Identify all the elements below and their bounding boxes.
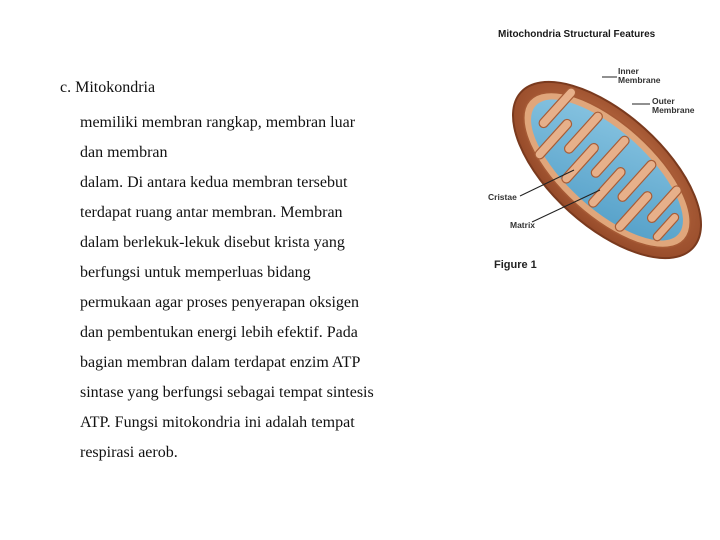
label-inner-membrane-2: Membrane (618, 75, 661, 85)
text-line: dalam berlekuk-lekuk disebut krista yang (80, 234, 345, 251)
mitochondria-figure (482, 20, 718, 280)
section-heading: c. Mitokondria (60, 79, 156, 96)
paragraph-text (80, 108, 450, 468)
text-line: sintase yang berfungsi sebagai tempat sintesis (80, 384, 374, 401)
label-outer-membrane-1: Outer (652, 96, 675, 106)
text-line: dalam. Di antara kedua membran tersebut (80, 174, 348, 191)
text-line: respirasi aerob. (80, 444, 178, 461)
figure-caption: Figure 1 (494, 259, 537, 271)
label-matrix: Matrix (510, 220, 536, 230)
label-cristae: Cristae (488, 192, 517, 202)
text-line: berfungsi untuk memperluas bidang (80, 264, 311, 281)
text-line: permukaan agar proses penyerapan oksigen (80, 294, 359, 311)
mitochondria-illustration (482, 20, 718, 280)
text-line: ATP. Fungsi mitokondria ini adalah tempat (80, 414, 355, 431)
text-line: dan membran (80, 144, 168, 161)
text-line: terdapat ruang antar membran. Membran (80, 204, 343, 221)
label-outer-membrane-2: Membrane (652, 105, 695, 115)
label-inner-membrane-1: Inner (618, 66, 639, 76)
text-line: bagian membran dalam terdapat enzim ATP (80, 354, 361, 371)
text-line: dan pembentukan energi lebih efektif. Pada (80, 324, 358, 341)
text-line: memiliki membran rangkap, membran luar (80, 114, 356, 131)
figure-title: Mitochondria Structural Features (498, 29, 656, 40)
